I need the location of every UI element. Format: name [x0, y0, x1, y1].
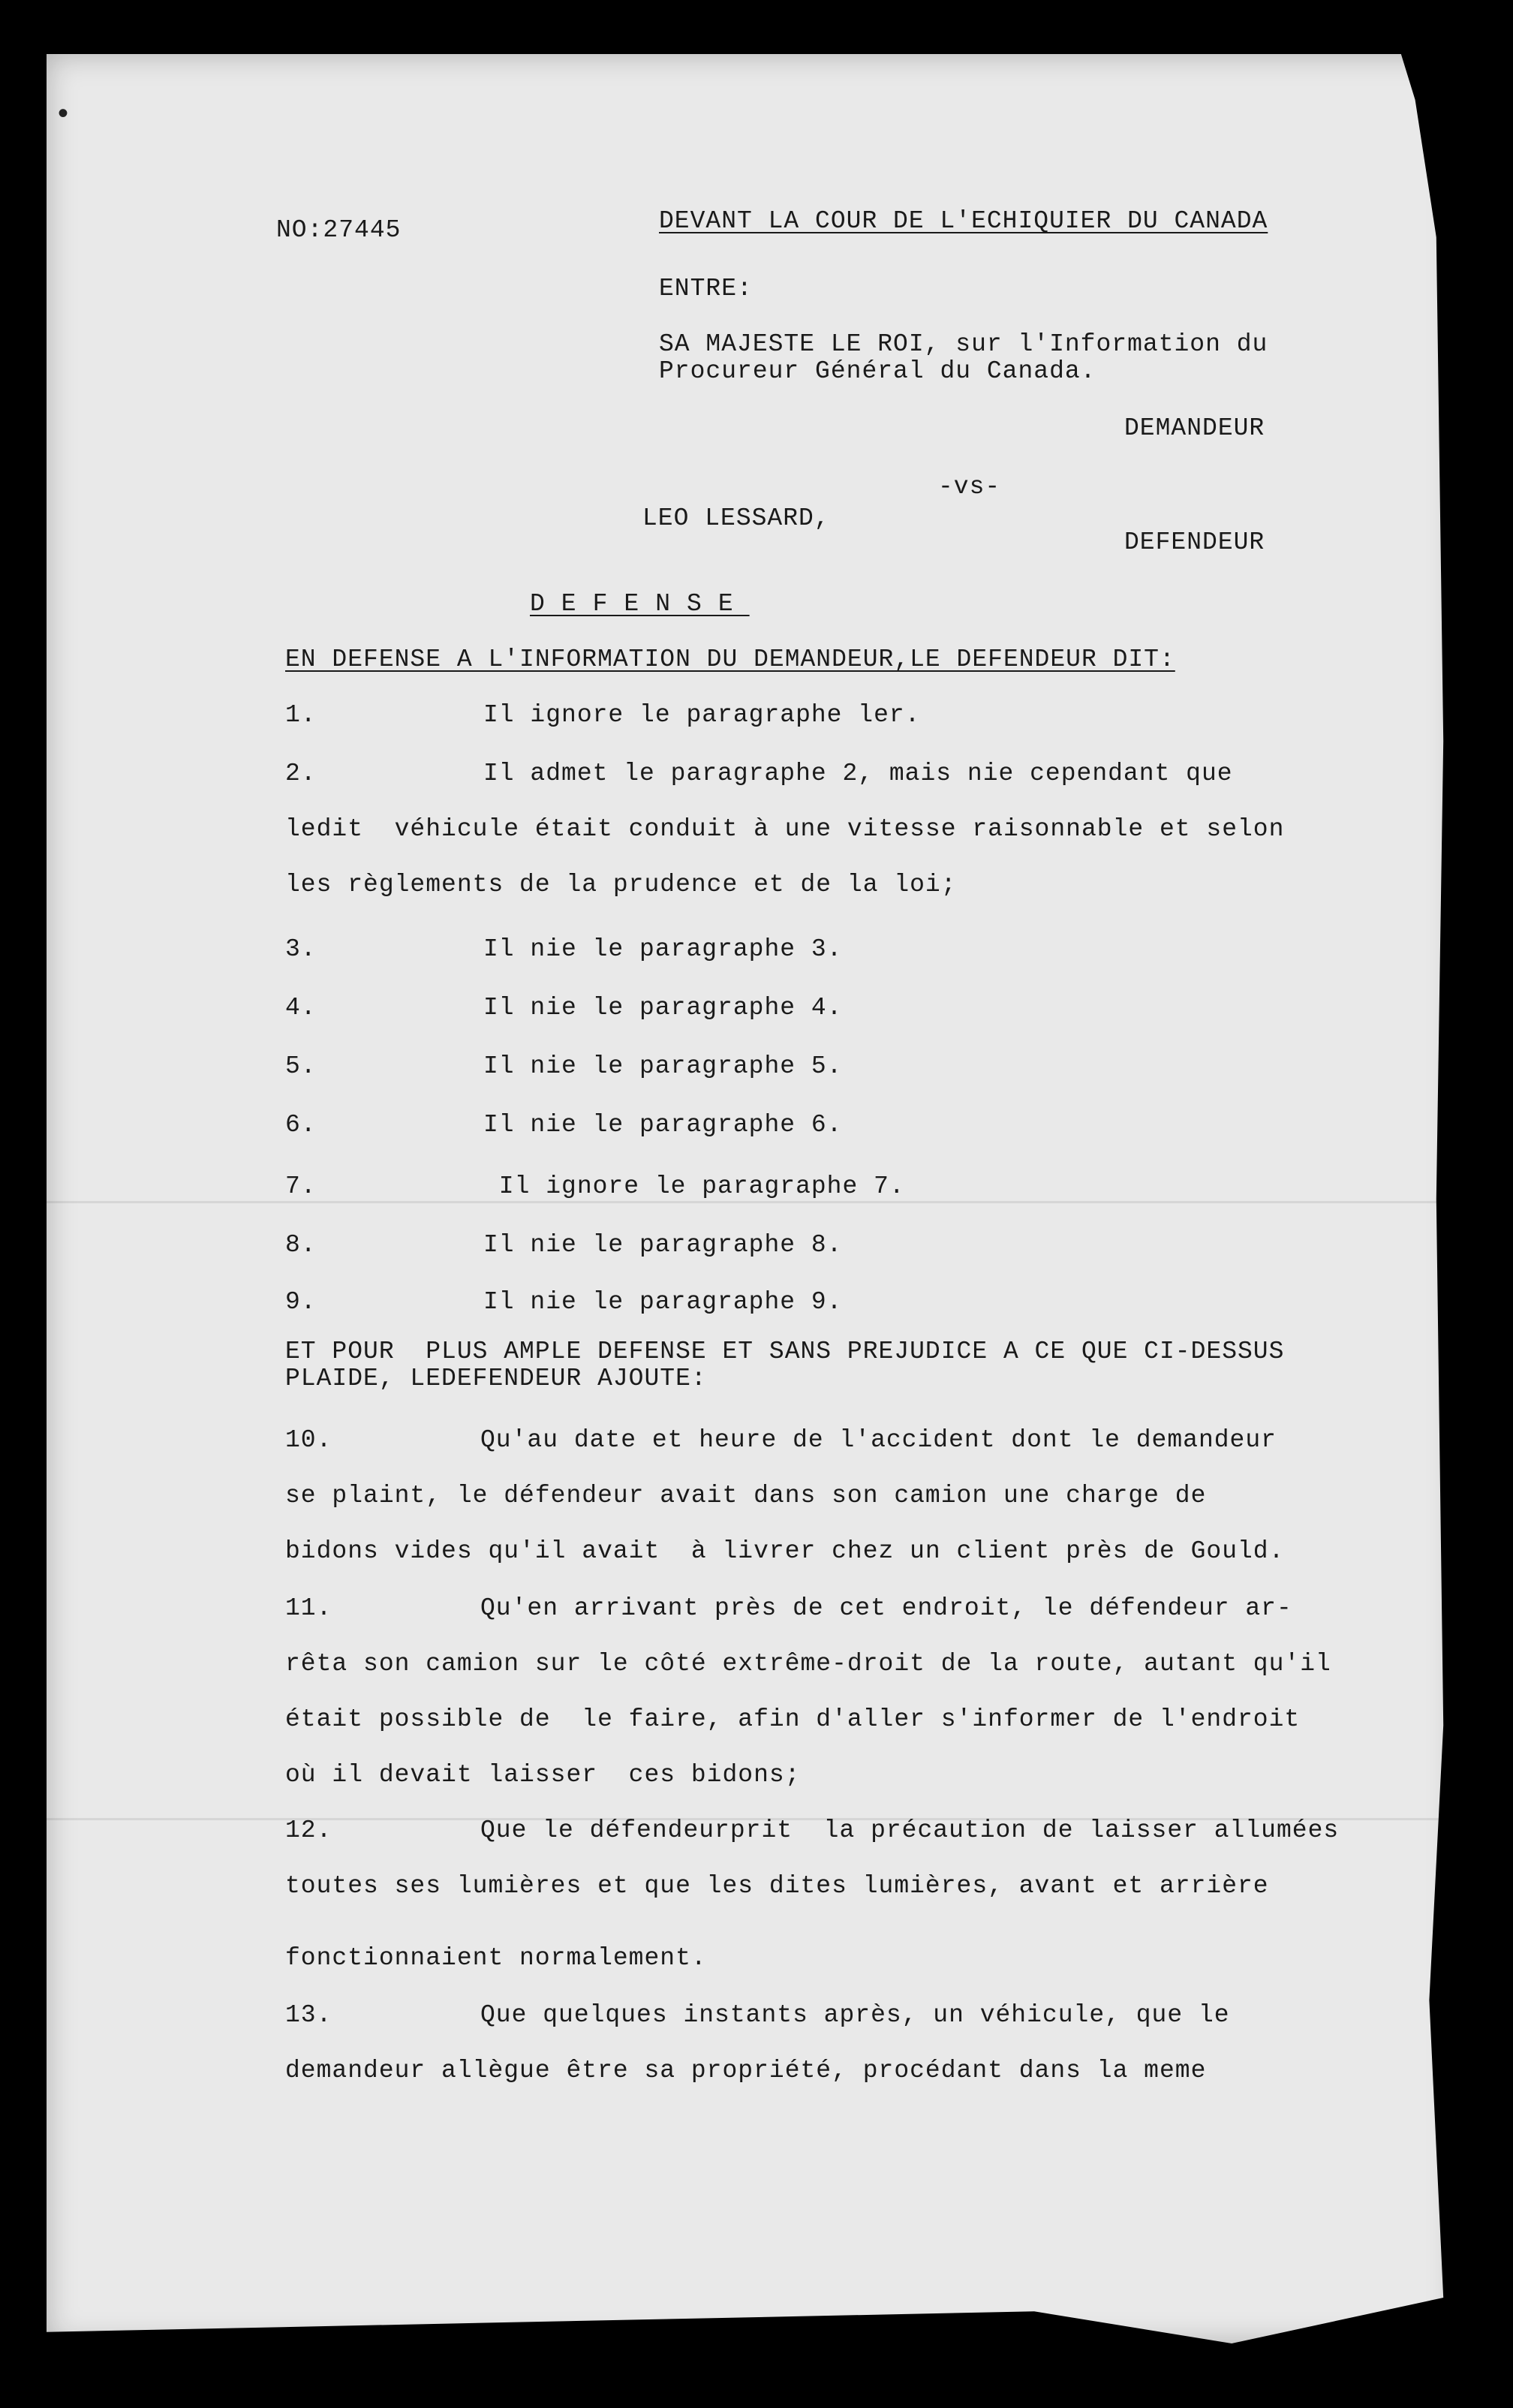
paragraph-text: bidons vides qu'il avait à livrer chez un client près de Gould.: [285, 1537, 1285, 1565]
further-intro-line-2: PLAIDE, LEDEFENDEUR AJOUTE:: [285, 1365, 707, 1392]
versus-label: -vs-: [938, 473, 1001, 501]
paragraph-text: toutes ses lumières et que les dites lumières, avant et arrière: [285, 1872, 1269, 1900]
paragraph-text: Il ignore le paragraphe ler.: [483, 701, 921, 729]
paragraph-text: Il nie le paragraphe 3.: [483, 935, 843, 963]
paragraph-text: était possible de le faire, afin d'aller s'informer de l'endroit: [285, 1705, 1301, 1733]
paragraph-number: 2.: [285, 760, 317, 787]
paragraph-number: 1.: [285, 701, 317, 729]
paragraph-text: Que quelques instants après, un véhicule, que le: [480, 2001, 1230, 2029]
paragraph-text: rêta son camion sur le côté extrême-droit de la route, autant qu'il: [285, 1650, 1331, 1678]
ink-mark: •: [54, 99, 73, 133]
between-label: ENTRE:: [659, 275, 753, 303]
paragraph-text: ledit véhicule était conduit à une vitesse raisonnable et selon: [285, 815, 1285, 843]
paragraph-text: Il ignore le paragraphe 7.: [483, 1172, 905, 1200]
case-number: NO:27445: [276, 216, 402, 244]
paragraph-text: les règlements de la prudence et de la loi;: [285, 871, 957, 898]
paragraph-number: 13.: [285, 2001, 332, 2029]
paragraph-text: Il nie le paragraphe 9.: [483, 1288, 843, 1316]
paragraph-text: Qu'en arrivant près de cet endroit, le défendeur ar-: [480, 1594, 1292, 1622]
paragraph-text: Il admet le paragraphe 2, mais nie cependant que: [483, 760, 1233, 787]
defendant-role: DEFENDEUR: [1124, 528, 1265, 556]
plaintiff-line-1: SA MAJESTE LE ROI, sur l'Information du: [659, 330, 1268, 358]
paragraph-text: Il nie le paragraphe 4.: [483, 994, 843, 1022]
paragraph-number: 9.: [285, 1288, 317, 1316]
paragraph-text: Il nie le paragraphe 8.: [483, 1231, 843, 1259]
paragraph-text: se plaint, le défendeur avait dans son camion une charge de: [285, 1482, 1207, 1510]
paragraph-text: Il nie le paragraphe 6.: [483, 1111, 843, 1139]
paragraph-number: 12.: [285, 1817, 332, 1844]
paragraph-number: 10.: [285, 1426, 332, 1454]
paragraph-text: demandeur allègue être sa propriété, procédant dans la meme: [285, 2057, 1207, 2084]
plaintiff-line-2: Procureur Général du Canada.: [659, 357, 1096, 385]
paragraph-number: 8.: [285, 1231, 317, 1259]
fold-line: [47, 1201, 1457, 1203]
paragraph-text: Que le défendeurprit la précaution de laisser allumées: [480, 1817, 1340, 1844]
court-heading: DEVANT LA COUR DE L'ECHIQUIER DU CANADA: [659, 207, 1268, 235]
paragraph-text: Qu'au date et heure de l'accident dont le demandeur: [480, 1426, 1277, 1454]
defendant-name: LEO LESSARD,: [642, 504, 830, 532]
intro-statement: EN DEFENSE A L'INFORMATION DU DEMANDEUR,LE DEFENDEUR DIT:: [285, 646, 1175, 673]
paragraph-number: 11.: [285, 1594, 332, 1622]
paragraph-text: Il nie le paragraphe 5.: [483, 1052, 843, 1080]
paragraph-text: fonctionnaient normalement.: [285, 1944, 707, 1972]
plaintiff-role: DEMANDEUR: [1124, 414, 1265, 442]
paragraph-number: 5.: [285, 1052, 317, 1080]
paragraph-number: 6.: [285, 1111, 317, 1139]
paragraph-text: où il devait laisser ces bidons;: [285, 1761, 801, 1789]
document-title: DEFENSE: [530, 590, 750, 618]
paragraph-number: 3.: [285, 935, 317, 963]
further-intro-line-1: ET POUR PLUS AMPLE DEFENSE ET SANS PREJUDICE A CE QUE CI-DESSUS: [285, 1338, 1285, 1365]
paragraph-number: 4.: [285, 994, 317, 1022]
paragraph-number: 7.: [285, 1172, 317, 1200]
